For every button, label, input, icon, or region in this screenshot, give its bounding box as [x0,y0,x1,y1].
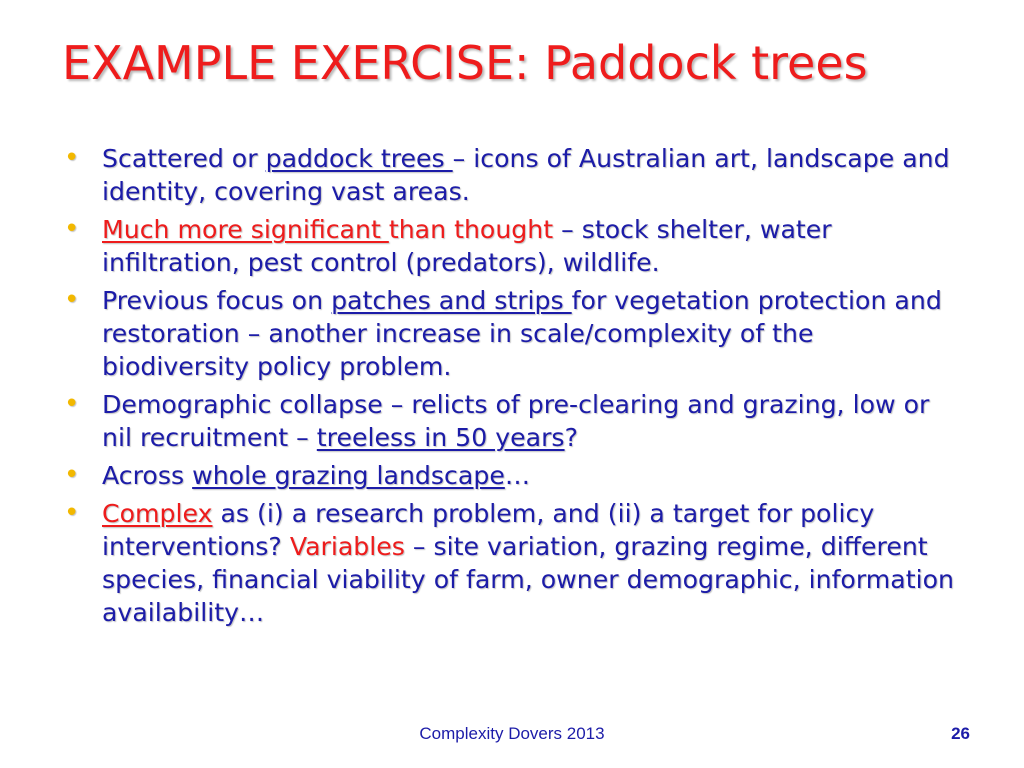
bullet-text-segment: patches and strips [331,286,572,315]
bullet-dot-icon: • [64,214,80,244]
bullet-text-segment: Complex [102,499,213,528]
bullet-text-segment: Much more significant [102,215,389,244]
bullet-item [62,284,962,383]
bullet-text-segment: treeless in 50 years [316,423,565,452]
bullet-item [62,459,962,492]
bullet-dot-icon: • [64,389,80,419]
bullet-item [62,497,962,629]
bullet-text-segment: Previous focus on [102,286,332,315]
bullet-text-segment: than thought [388,215,554,244]
bullet-text-segment: Across [102,461,193,490]
bullet-text-segment: whole grazing landscape [192,461,505,490]
bullet-text-segment: – stock shelter, water infiltration, pest control (predators), wildlife. [102,215,832,277]
bullet-text-segment: – site variation, grazing regime, different species, financial viability of farm, owner demographic, information availability… [102,532,954,627]
bullet-list [62,142,962,634]
bullet-text-segment: as (i) a research problem, and (ii) a target for policy interventions? [102,499,875,561]
bullet-text-segment: paddock trees [265,144,453,173]
bullet-text-segment: Variables [289,532,405,561]
bullet-text-segment: – icons of Australian art, landscape and identity, covering vast areas. [102,144,950,206]
page-number: 26 [951,724,970,743]
bullet-text-segment: ? [564,423,578,452]
slide-title: EXAMPLE EXERCISE: Paddock trees [62,36,868,90]
bullet-item [62,142,962,208]
slide-footer: Complexity Dovers 2013 [419,724,605,743]
bullet-dot-icon: • [64,143,80,173]
bullet-text-segment: … [504,461,531,490]
bullet-dot-icon: • [64,285,80,315]
bullet-text-segment: Scattered or [102,144,266,173]
bullet-dot-icon: • [64,498,80,528]
bullet-item [62,388,962,454]
bullet-item [62,213,962,279]
bullet-dot-icon: • [64,460,80,490]
bullet-text-segment: for vegetation protection and restoration – another increase in scale/complexity of the biodiversity policy problem. [102,286,942,381]
bullet-text-segment: Demographic collapse – relicts of pre-clearing and grazing, low or nil recruitment – [102,390,930,452]
